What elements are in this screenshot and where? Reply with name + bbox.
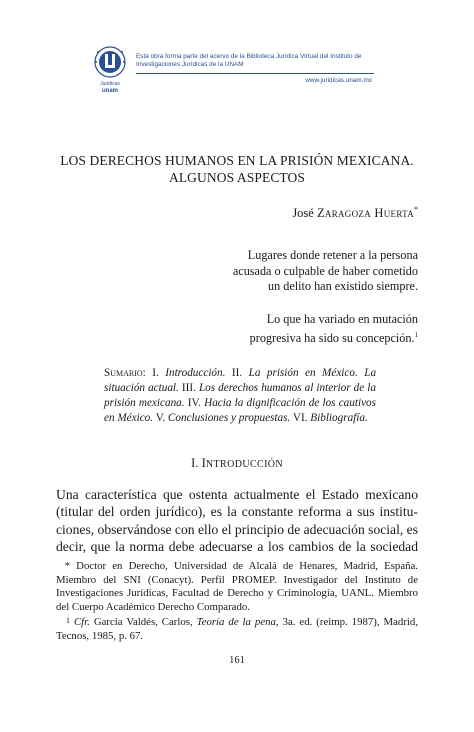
body-line: ciones, observándose con ello el principio de adecuación social, es bbox=[56, 521, 418, 537]
footnote-1-mark: * bbox=[64, 560, 70, 572]
body-line: (titular del orden jurídico), es la constante reforma a sus institu- bbox=[56, 504, 418, 520]
summary-item-prision[interactable]: La prisión en México. La situación actual. bbox=[104, 367, 377, 394]
summary-item-dignificacion[interactable]: Hacia la dignificación de los cautivos en México. bbox=[104, 397, 377, 424]
epigraph-line-text: progresiva ha sido su concepción. bbox=[249, 330, 415, 345]
header-url-link[interactable]: www.juridicas.unam.mx bbox=[305, 77, 372, 84]
epigraph-first bbox=[168, 248, 418, 295]
author-first-name: José bbox=[292, 206, 317, 221]
body-line: Una característica que ostenta actualmente el Estado mexicano bbox=[56, 487, 418, 502]
epigraph-line: un delito han existido siempre. bbox=[268, 279, 418, 294]
heading-rest: NTRODUCCIÓN bbox=[205, 459, 284, 470]
heading-initial: I bbox=[201, 456, 206, 470]
footnote-2-cf: Cfr. bbox=[73, 616, 90, 629]
footnote-1-text: Doctor en Derecho, Universidad de Alcalá de Henares, Madrid, España. Miembro del SNI (Conacyt). Perfil PROMEP. Investigador del Instituto de Investigaciones Jurídicas, Facultad de Derecho y Criminología, UANL. Miembro del Cuerpo Académico Derecho Comparado. bbox=[56, 560, 418, 613]
epigraph-second bbox=[168, 312, 418, 346]
summary-item-derechos[interactable]: Los derechos humanos al interior de la prisión mexicana. bbox=[104, 382, 376, 409]
footnotes bbox=[56, 560, 418, 644]
logo-line-2: unam bbox=[101, 88, 119, 94]
epigraph-line: Lo que ha variado en mutación bbox=[266, 312, 418, 326]
logo-line-1: Juridicas bbox=[100, 81, 120, 87]
table-of-contents-summary: Sumario: I. Introducción. II. La prisión en México. La situación actual. III. Los derechos humanos al interior de la prisión mexicana. IV. Hacia la dignificación de los cautivos en México. V. Conclusiones y propuestas. VI. Bibliografía. bbox=[104, 367, 377, 424]
unam-juridicas-logo bbox=[92, 44, 128, 94]
summary-num: I. bbox=[152, 367, 159, 379]
summary-item-introduccion[interactable]: Introducción. bbox=[165, 367, 226, 379]
epigraph-line bbox=[168, 328, 418, 347]
summary-num: III. bbox=[181, 382, 196, 394]
footnote-2-text-b: , 3a. ed. (reimp. 1987), Madrid, Tecnos, 1985, p. 67. bbox=[56, 616, 419, 642]
summary-num: V. bbox=[155, 412, 166, 424]
banner-text: Esta obra forma parte del acervo de la Biblioteca Jurídica Virtual del Instituto de Investigaciones Jurídicas de la UNAM bbox=[136, 53, 362, 68]
footnote-2 bbox=[56, 614, 418, 643]
epigraph-line: Lugares donde retener a la persona bbox=[247, 248, 418, 262]
summary-num: II. bbox=[231, 367, 243, 379]
header-rule bbox=[136, 73, 374, 74]
footnote-2-mark: 1 bbox=[66, 616, 70, 626]
section-heading bbox=[60, 456, 414, 471]
summary-item-conclusiones[interactable]: Conclusiones y propuestas. bbox=[167, 412, 291, 424]
body-line: decir, que la norma debe adecuarse a los cambios de la sociedad bbox=[56, 538, 418, 554]
author-name bbox=[292, 205, 418, 221]
chapter-title: LOS DERECHOS HUMANOS EN LA PRISIÓN MEXICANA. ALGUNOS ASPECTOS bbox=[60, 153, 414, 185]
footnote-2-book-title: Teoría de la pena bbox=[196, 616, 276, 629]
body-paragraph bbox=[56, 486, 418, 555]
summary-label: Sumario bbox=[104, 367, 143, 379]
epigraph-footnote-mark[interactable]: 1 bbox=[414, 330, 418, 339]
summary-item-bibliografia[interactable]: Bibliografía. bbox=[310, 412, 368, 424]
footnote-2-text-a: García Valdés, Carlos, bbox=[89, 616, 197, 629]
page-number: 161 bbox=[229, 655, 245, 666]
summary-num: IV. bbox=[187, 397, 201, 409]
summary-num: VI. bbox=[292, 412, 308, 424]
heading-number: I. bbox=[190, 456, 202, 470]
epigraph-line: acusada o culpable de haber cometido bbox=[232, 263, 418, 278]
footnote-1 bbox=[56, 560, 418, 614]
page-header bbox=[92, 44, 382, 96]
author-last-name: Zaragoza Huerta bbox=[316, 206, 414, 221]
author-footnote-mark[interactable]: * bbox=[414, 205, 418, 214]
